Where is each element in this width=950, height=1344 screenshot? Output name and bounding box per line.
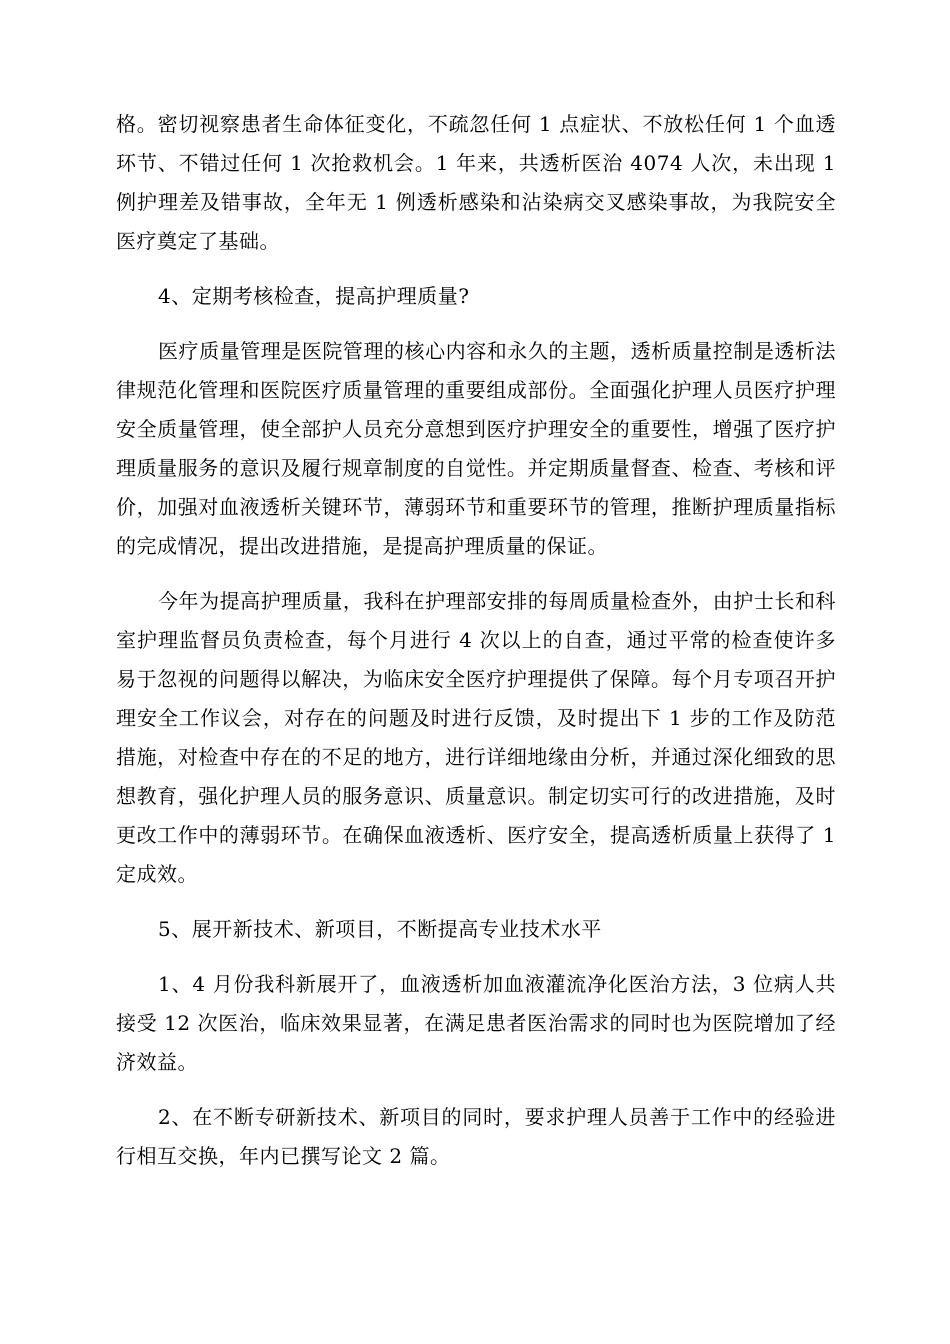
list-item-1: 1、4 月份我科新展开了，血液透析加血液灌流净化医治方法，3 位病人共接受 12 次医治，临床效果显著，在满足患者医治需求的同时也为医院增加了经济效益。	[116, 972, 836, 1074]
document-page	[116, 105, 836, 1192]
paragraph-quality-management: 医疗质量管理是医院管理的核心内容和永久的主题，透析质量控制是透析法律规范化管理和医院医疗质量管理的重要组成部份。全面强化护理人员医疗护理安全质量管理，使全部护人员充分意想到医疗护理安全的重要性，增强了医疗护理质量服务的意识及履行规章制度的自觉性。并定期质量督查、检查、考核和评价，加强对血液透析关键环节，薄弱环节和重要环节的管理，推断护理质量指标的完成情况，提出改进措施，是提高护理质量的保证。	[116, 339, 836, 558]
section-heading-5: 5、展开新技术、新项目，不断提高专业技术水平	[158, 917, 602, 941]
section-heading-4: 4、定期考核检查，提高护理质量?	[158, 284, 470, 308]
list-item-2: 2、在不断专研新技术、新项目的同时，要求护理人员善于工作中的经验进行相互交换，年内已撰写论文 2 篇。	[116, 1105, 836, 1168]
paragraph-continuation: 格。密切视察患者生命体征变化，不疏忽任何 1 点症状、不放松任何 1 个血透环节、不错过任何 1 次抢救机会。1 年来，共透析医治 4074 人次，未出现 1 例护理差及错事故，全年无 1 例透析感染和沾染病交叉感染事故，为我院安全医疗奠定了基础。	[116, 112, 836, 253]
paragraph-quality-inspection: 今年为提高护理质量，我科在护理部安排的每周质量检查外，由护士长和科室护理监督员负责检查，每个月进行 4 次以上的自查，通过平常的检查使许多易于忽视的问题得以解决，为临床安全医疗护理提供了保障。每个月专项召开护理安全工作议会，对存在的问题及时进行反馈，及时提出下 1 步的工作及防范措施，对检查中存在的不足的地方，进行详细地缘由分析，并通过深化细致的思想教育，强化护理人员的服务意识、质量意识。制定切实可行的改进措施，及时更改工作中的薄弱环节。在确保血液透析、医疗安全，提高透析质量上获得了 1 定成效。	[116, 589, 836, 886]
